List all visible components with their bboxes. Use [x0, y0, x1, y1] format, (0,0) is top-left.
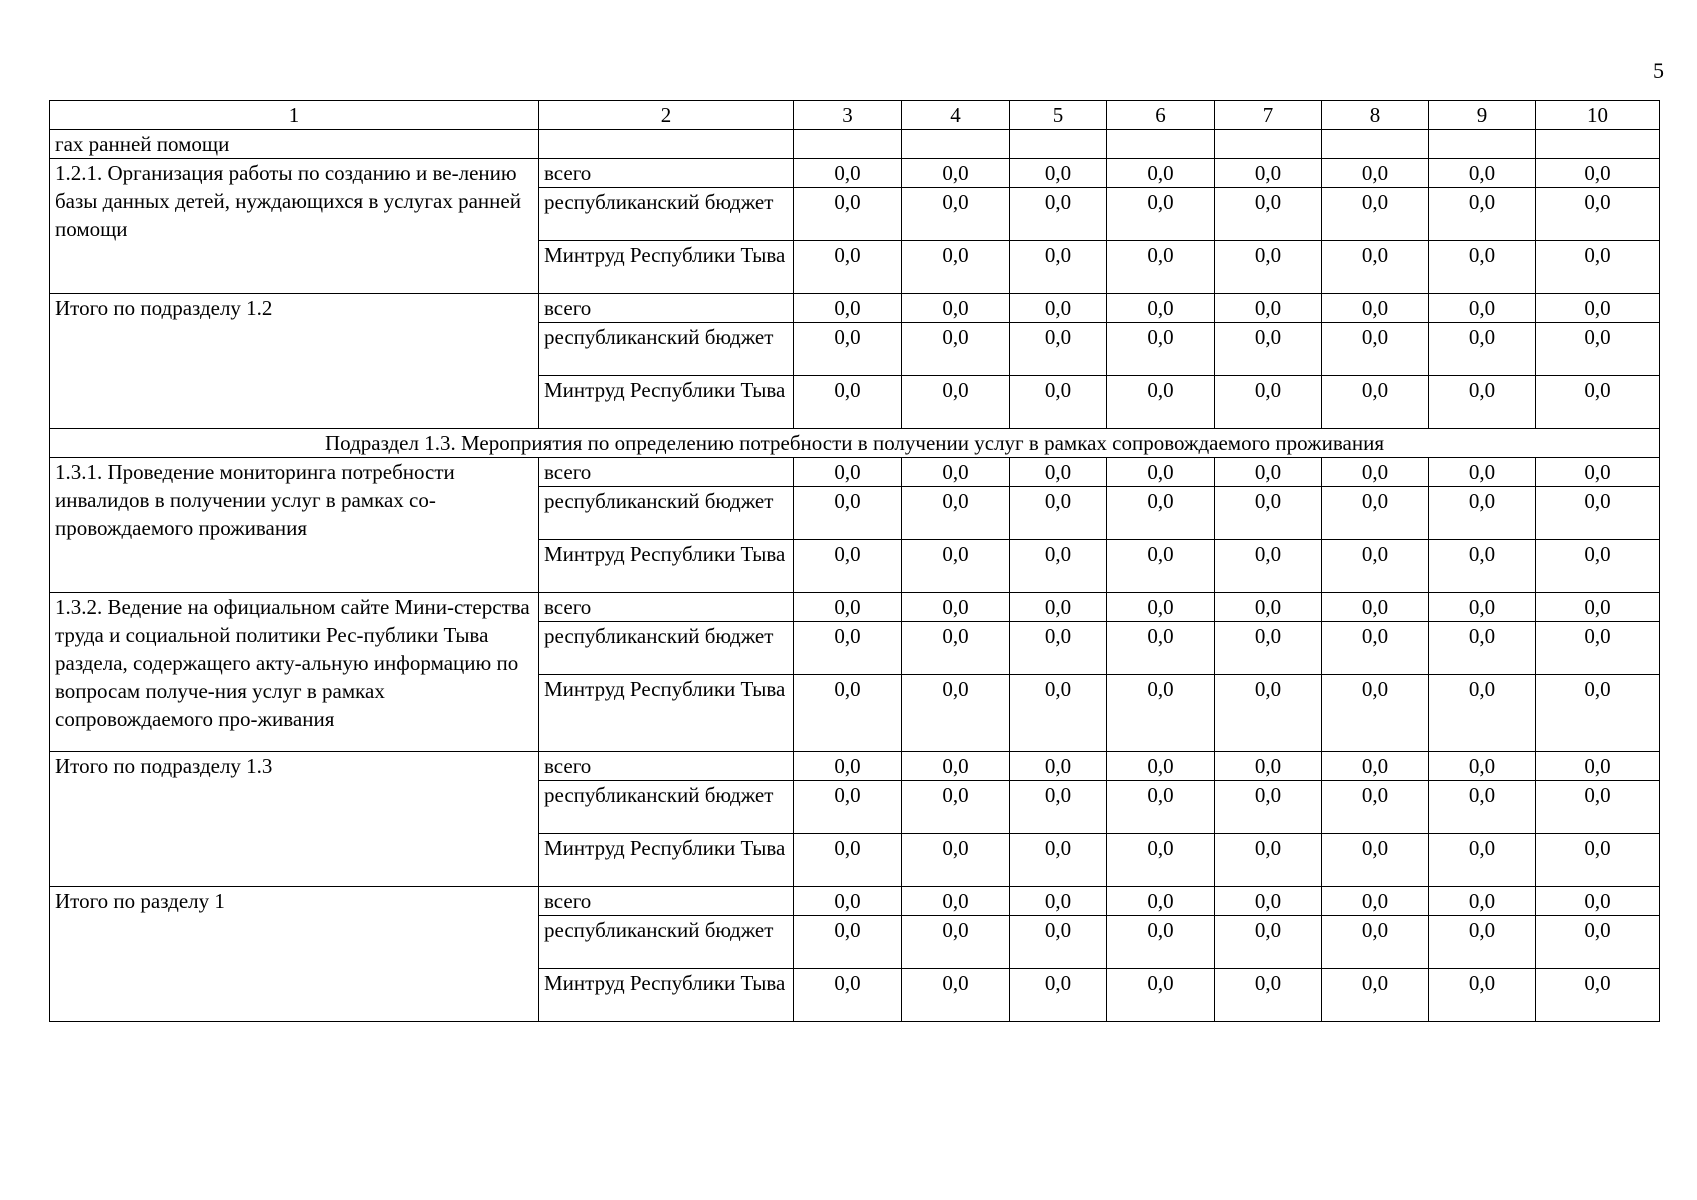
value-cell: 0,0 [1107, 188, 1215, 241]
value-cell: 0,0 [1429, 834, 1536, 887]
empty-cell [794, 130, 902, 159]
value-cell: 0,0 [1322, 376, 1429, 429]
value-cell: 0,0 [1429, 622, 1536, 675]
table-row [50, 159, 1660, 188]
funding-source: всего [539, 752, 794, 781]
value-cell: 0,0 [1322, 969, 1429, 1022]
value-cell: 0,0 [1322, 458, 1429, 487]
measure-label: Итого по разделу 1 [50, 887, 539, 1022]
value-cell: 0,0 [1010, 458, 1107, 487]
value-cell: 0,0 [794, 675, 902, 752]
value-cell: 0,0 [794, 376, 902, 429]
value-cell: 0,0 [1536, 752, 1660, 781]
value-cell: 0,0 [902, 969, 1010, 1022]
measure-label: 1.2.1. Организация работы по созданию и ве-лению базы данных детей, нуждающихся в услугах ранней помощи [50, 159, 539, 294]
value-cell: 0,0 [1429, 159, 1536, 188]
value-cell: 0,0 [1429, 323, 1536, 376]
value-cell: 0,0 [1010, 675, 1107, 752]
value-cell: 0,0 [794, 622, 902, 675]
value-cell: 0,0 [1429, 675, 1536, 752]
value-cell: 0,0 [1215, 781, 1322, 834]
value-cell: 0,0 [1536, 916, 1660, 969]
value-cell: 0,0 [902, 916, 1010, 969]
value-cell: 0,0 [1429, 916, 1536, 969]
column-header: 3 [794, 101, 902, 130]
value-cell: 0,0 [794, 159, 902, 188]
value-cell: 0,0 [1010, 834, 1107, 887]
value-cell: 0,0 [1322, 159, 1429, 188]
value-cell: 0,0 [1107, 622, 1215, 675]
empty-cell [902, 130, 1010, 159]
funding-source: Минтруд Республики Тыва [539, 969, 794, 1022]
value-cell: 0,0 [1429, 294, 1536, 323]
column-header: 6 [1107, 101, 1215, 130]
table-row [50, 752, 1660, 781]
value-cell: 0,0 [902, 159, 1010, 188]
value-cell: 0,0 [1107, 487, 1215, 540]
value-cell: 0,0 [1010, 323, 1107, 376]
value-cell: 0,0 [1429, 458, 1536, 487]
value-cell: 0,0 [794, 458, 902, 487]
funding-source: республиканский бюджет [539, 781, 794, 834]
value-cell: 0,0 [1010, 781, 1107, 834]
value-cell: 0,0 [902, 487, 1010, 540]
value-cell: 0,0 [1536, 487, 1660, 540]
value-cell: 0,0 [794, 916, 902, 969]
value-cell: 0,0 [1536, 376, 1660, 429]
table-row [50, 458, 1660, 487]
value-cell: 0,0 [902, 458, 1010, 487]
subsection-heading-row [50, 429, 1660, 458]
value-cell: 0,0 [1536, 540, 1660, 593]
value-cell: 0,0 [1107, 887, 1215, 916]
value-cell: 0,0 [1536, 294, 1660, 323]
value-cell: 0,0 [1010, 622, 1107, 675]
value-cell: 0,0 [1536, 323, 1660, 376]
value-cell: 0,0 [902, 781, 1010, 834]
funding-source: Минтруд Республики Тыва [539, 675, 794, 752]
funding-source: республиканский бюджет [539, 622, 794, 675]
continued-heading-row [50, 130, 1660, 159]
value-cell: 0,0 [1010, 887, 1107, 916]
value-cell: 0,0 [1215, 323, 1322, 376]
value-cell: 0,0 [1107, 916, 1215, 969]
value-cell: 0,0 [1322, 887, 1429, 916]
value-cell: 0,0 [794, 593, 902, 622]
table-row [50, 294, 1660, 323]
value-cell: 0,0 [1536, 887, 1660, 916]
value-cell: 0,0 [902, 188, 1010, 241]
value-cell: 0,0 [1429, 188, 1536, 241]
value-cell: 0,0 [1215, 241, 1322, 294]
funding-source: Минтруд Республики Тыва [539, 376, 794, 429]
page-number: 5 [1653, 58, 1664, 83]
funding-source: всего [539, 159, 794, 188]
value-cell: 0,0 [1010, 752, 1107, 781]
funding-source: всего [539, 887, 794, 916]
budget-table [49, 100, 1660, 1022]
value-cell: 0,0 [902, 622, 1010, 675]
value-cell: 0,0 [794, 188, 902, 241]
value-cell: 0,0 [1010, 159, 1107, 188]
value-cell: 0,0 [1215, 376, 1322, 429]
funding-source: Минтруд Республики Тыва [539, 834, 794, 887]
value-cell: 0,0 [902, 294, 1010, 323]
funding-source: Минтруд Республики Тыва [539, 241, 794, 294]
value-cell: 0,0 [1429, 781, 1536, 834]
value-cell: 0,0 [1107, 159, 1215, 188]
column-header: 5 [1010, 101, 1107, 130]
value-cell: 0,0 [1010, 241, 1107, 294]
funding-source: всего [539, 593, 794, 622]
column-header: 7 [1215, 101, 1322, 130]
value-cell: 0,0 [1536, 593, 1660, 622]
continued-heading: гах ранней помощи [50, 130, 539, 159]
header-row [50, 101, 1660, 130]
value-cell: 0,0 [794, 241, 902, 294]
value-cell: 0,0 [1536, 675, 1660, 752]
column-header: 9 [1429, 101, 1536, 130]
value-cell: 0,0 [902, 834, 1010, 887]
value-cell: 0,0 [1536, 241, 1660, 294]
measure-label: Итого по подразделу 1.2 [50, 294, 539, 429]
value-cell: 0,0 [1215, 458, 1322, 487]
value-cell: 0,0 [1536, 458, 1660, 487]
value-cell: 0,0 [902, 376, 1010, 429]
column-header: 10 [1536, 101, 1660, 130]
empty-cell [1536, 130, 1660, 159]
funding-source: Минтруд Республики Тыва [539, 540, 794, 593]
value-cell: 0,0 [1536, 622, 1660, 675]
value-cell: 0,0 [1215, 887, 1322, 916]
value-cell: 0,0 [1107, 781, 1215, 834]
empty-cell [1215, 130, 1322, 159]
value-cell: 0,0 [1107, 540, 1215, 593]
table-row [50, 887, 1660, 916]
value-cell: 0,0 [1010, 916, 1107, 969]
value-cell: 0,0 [1322, 781, 1429, 834]
value-cell: 0,0 [1010, 969, 1107, 1022]
value-cell: 0,0 [1536, 159, 1660, 188]
value-cell: 0,0 [902, 887, 1010, 916]
funding-source: республиканский бюджет [539, 323, 794, 376]
value-cell: 0,0 [1322, 834, 1429, 887]
value-cell: 0,0 [1107, 593, 1215, 622]
value-cell: 0,0 [794, 887, 902, 916]
measure-label: 1.3.1. Проведение мониторинга потребности инвалидов в получении услуг в рамках со-провождаемого проживания [50, 458, 539, 593]
value-cell: 0,0 [1322, 540, 1429, 593]
empty-cell [1322, 130, 1429, 159]
empty-cell [1107, 130, 1215, 159]
funding-source: республиканский бюджет [539, 487, 794, 540]
value-cell: 0,0 [794, 752, 902, 781]
value-cell: 0,0 [1010, 487, 1107, 540]
value-cell: 0,0 [902, 323, 1010, 376]
value-cell: 0,0 [1010, 540, 1107, 593]
value-cell: 0,0 [1322, 241, 1429, 294]
value-cell: 0,0 [1322, 188, 1429, 241]
value-cell: 0,0 [1107, 376, 1215, 429]
value-cell: 0,0 [794, 487, 902, 540]
value-cell: 0,0 [1322, 752, 1429, 781]
value-cell: 0,0 [1536, 188, 1660, 241]
value-cell: 0,0 [1215, 294, 1322, 323]
value-cell: 0,0 [794, 834, 902, 887]
value-cell: 0,0 [1429, 969, 1536, 1022]
value-cell: 0,0 [1429, 752, 1536, 781]
value-cell: 0,0 [1215, 159, 1322, 188]
column-header: 2 [539, 101, 794, 130]
measure-label: 1.3.2. Ведение на официальном сайте Мини-стерства труда и социальной политики Рес-публики Тыва раздела, содержащего акту-альную информацию по вопросам получе-ния услуг в рамках сопровождаемого про-живания [50, 593, 539, 752]
empty-cell [1429, 130, 1536, 159]
value-cell: 0,0 [1322, 916, 1429, 969]
value-cell: 0,0 [1215, 834, 1322, 887]
value-cell: 0,0 [1429, 540, 1536, 593]
value-cell: 0,0 [1215, 916, 1322, 969]
value-cell: 0,0 [794, 323, 902, 376]
value-cell: 0,0 [1429, 487, 1536, 540]
funding-source: республиканский бюджет [539, 916, 794, 969]
value-cell: 0,0 [1010, 376, 1107, 429]
value-cell: 0,0 [794, 294, 902, 323]
value-cell: 0,0 [1322, 622, 1429, 675]
funding-source: всего [539, 458, 794, 487]
value-cell: 0,0 [1215, 752, 1322, 781]
empty-cell [1010, 130, 1107, 159]
value-cell: 0,0 [1322, 294, 1429, 323]
value-cell: 0,0 [1107, 969, 1215, 1022]
value-cell: 0,0 [1107, 752, 1215, 781]
value-cell: 0,0 [1215, 593, 1322, 622]
value-cell: 0,0 [1215, 675, 1322, 752]
value-cell: 0,0 [1322, 487, 1429, 540]
value-cell: 0,0 [902, 241, 1010, 294]
value-cell: 0,0 [1215, 969, 1322, 1022]
value-cell: 0,0 [1429, 593, 1536, 622]
value-cell: 0,0 [1010, 593, 1107, 622]
value-cell: 0,0 [1107, 458, 1215, 487]
value-cell: 0,0 [1010, 188, 1107, 241]
value-cell: 0,0 [1010, 294, 1107, 323]
value-cell: 0,0 [1107, 323, 1215, 376]
measure-label: Итого по подразделу 1.3 [50, 752, 539, 887]
value-cell: 0,0 [1107, 294, 1215, 323]
value-cell: 0,0 [1107, 675, 1215, 752]
value-cell: 0,0 [1322, 593, 1429, 622]
value-cell: 0,0 [1107, 241, 1215, 294]
subsection-heading: Подраздел 1.3. Мероприятия по определению потребности в получении услуг в рамках сопровождаемого проживания [50, 429, 1660, 458]
table-row [50, 593, 1660, 622]
empty-cell [539, 130, 794, 159]
value-cell: 0,0 [794, 540, 902, 593]
value-cell: 0,0 [1215, 540, 1322, 593]
value-cell: 0,0 [1322, 323, 1429, 376]
value-cell: 0,0 [1215, 622, 1322, 675]
value-cell: 0,0 [1536, 834, 1660, 887]
value-cell: 0,0 [1536, 969, 1660, 1022]
value-cell: 0,0 [794, 969, 902, 1022]
value-cell: 0,0 [1322, 675, 1429, 752]
value-cell: 0,0 [902, 540, 1010, 593]
value-cell: 0,0 [902, 593, 1010, 622]
value-cell: 0,0 [1215, 487, 1322, 540]
value-cell: 0,0 [794, 781, 902, 834]
funding-source: всего [539, 294, 794, 323]
value-cell: 0,0 [1429, 241, 1536, 294]
column-header: 1 [50, 101, 539, 130]
value-cell: 0,0 [1215, 188, 1322, 241]
value-cell: 0,0 [902, 752, 1010, 781]
column-header: 4 [902, 101, 1010, 130]
funding-source: республиканский бюджет [539, 188, 794, 241]
value-cell: 0,0 [1107, 834, 1215, 887]
value-cell: 0,0 [902, 675, 1010, 752]
value-cell: 0,0 [1429, 376, 1536, 429]
value-cell: 0,0 [1429, 887, 1536, 916]
value-cell: 0,0 [1536, 781, 1660, 834]
column-header: 8 [1322, 101, 1429, 130]
